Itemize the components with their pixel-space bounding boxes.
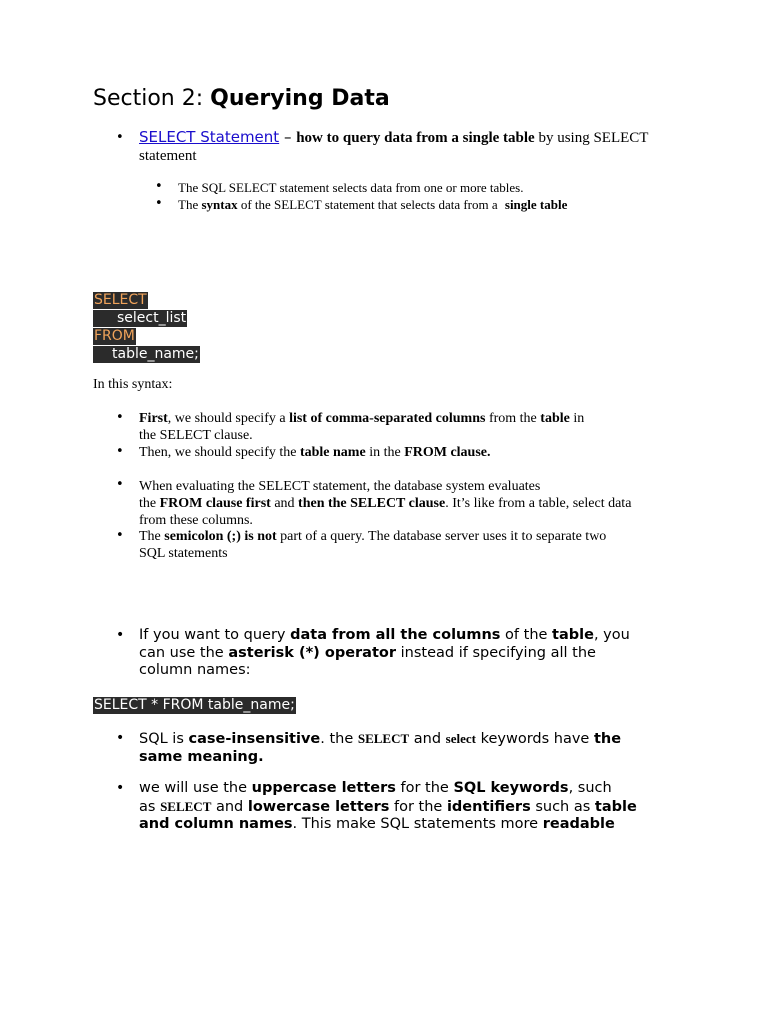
item-bold: data from all the columns	[290, 627, 501, 643]
bullet-marker: •	[116, 477, 124, 492]
page-title	[93, 86, 390, 111]
item-text: keywords have	[475, 731, 594, 747]
item-text: When evaluating the SELECT statement, the database system evaluates	[139, 479, 541, 494]
item-bold: table	[594, 798, 637, 815]
list-item	[139, 478, 699, 529]
code-line: table_name;	[93, 346, 200, 363]
item-bold: how to query data from a single table	[296, 130, 535, 146]
dash-text: –	[279, 128, 297, 146]
list-item	[139, 410, 584, 444]
item-text: of the	[500, 627, 553, 643]
list-item	[139, 528, 699, 562]
item-text: column names:	[139, 662, 251, 678]
list-item	[178, 197, 567, 213]
item-text: statement	[139, 148, 197, 164]
item-bold: table	[540, 411, 570, 426]
title-bold: Querying Data	[210, 86, 390, 111]
item-bold: FROM clause first	[159, 496, 271, 511]
select-statement-link[interactable]: SELECT Statement	[139, 128, 280, 146]
bullet-marker: •	[116, 627, 125, 643]
code-line: select_list	[93, 310, 187, 327]
item-bold: select	[445, 731, 476, 746]
bullet-marker: •	[155, 179, 163, 194]
list-item	[139, 444, 491, 461]
code-keyword: SELECT	[94, 292, 147, 308]
bullet-marker: •	[116, 780, 125, 796]
item-text: part of a query. The database server uses it to separate two	[276, 529, 607, 544]
bullet-marker: •	[116, 528, 124, 543]
item-bold: then the SELECT clause	[298, 496, 446, 511]
code-block	[93, 291, 200, 363]
item-text: and	[211, 798, 248, 815]
bullet-marker: •	[116, 730, 125, 746]
item-text: and	[270, 496, 299, 511]
item-text: as	[139, 798, 161, 815]
item-text: SQL statements	[139, 546, 228, 561]
item-bold: semicolon (;) is not	[164, 529, 277, 544]
item-text: in the	[365, 445, 405, 460]
list-item	[139, 128, 699, 165]
item-bold: uppercase letters	[251, 780, 396, 796]
item-bold: same meaning.	[139, 748, 264, 765]
item-text: for the	[395, 780, 454, 796]
item-text: . This make SQL statements more	[292, 816, 543, 832]
item-bold: First	[139, 411, 168, 426]
item-text: . It’s like from a table, select data	[445, 496, 632, 511]
item-bold: table	[552, 627, 594, 643]
item-text: can use the	[139, 644, 229, 661]
item-text: SQL is	[139, 731, 189, 747]
code-block	[93, 696, 296, 714]
item-text: for the	[389, 798, 447, 815]
item-text: from these columns.	[139, 513, 253, 528]
item-text: by using SELECT	[534, 130, 649, 146]
item-text: The	[178, 197, 202, 212]
item-bold: SELECT	[357, 731, 410, 746]
item-bold: table name	[299, 445, 366, 460]
item-bold: case-insensitive	[188, 731, 321, 747]
title-prefix: Section 2:	[93, 86, 211, 111]
item-bold: readable	[542, 816, 615, 832]
bullet-marker: •	[155, 196, 163, 211]
item-bold: single table	[504, 197, 568, 212]
item-text: . the	[320, 731, 358, 747]
item-text: , you	[593, 627, 630, 643]
item-text: of the SELECT statement that selects data from a	[237, 197, 501, 212]
item-text: instead if specifying all the	[396, 644, 596, 661]
item-text: in	[569, 411, 585, 426]
item-bold: FROM clause.	[404, 445, 491, 460]
item-text: and	[409, 731, 446, 747]
item-bold: syntax	[201, 197, 238, 212]
item-bold: the	[593, 731, 622, 747]
list-item	[139, 730, 699, 766]
item-bold: SELECT	[160, 798, 212, 814]
item-text: such as	[530, 798, 595, 815]
item-bold: SQL keywords	[453, 780, 569, 796]
item-bold: identifiers	[446, 798, 531, 815]
item-text: If you want to query	[139, 627, 291, 643]
item-text: we will use the	[139, 780, 252, 796]
item-bold: lowercase letters	[247, 798, 390, 815]
item-text: the	[139, 496, 160, 511]
code-line: SELECT * FROM table_name;	[94, 697, 295, 713]
syntax-label: In this syntax:	[93, 377, 173, 392]
item-text: Then, we should specify the	[139, 445, 300, 460]
code-keyword: FROM	[94, 328, 135, 344]
item-text: The	[139, 529, 165, 544]
item-text: , we should specify a	[167, 411, 290, 426]
item-bold: asterisk (*) operator	[228, 644, 397, 661]
item-bold: list of comma-separated columns	[289, 411, 486, 426]
list-item	[139, 780, 699, 834]
item-text: the SELECT clause.	[139, 428, 253, 443]
bullet-marker: •	[116, 410, 124, 425]
list-item: The SQL SELECT statement selects data from one or more tables.	[178, 180, 524, 195]
item-text: , such	[568, 780, 612, 796]
item-text: from the	[485, 411, 541, 426]
bullet-marker: •	[116, 444, 124, 459]
item-bold: and column names	[139, 816, 293, 832]
list-item	[139, 627, 699, 680]
bullet-marker: •	[116, 130, 124, 145]
